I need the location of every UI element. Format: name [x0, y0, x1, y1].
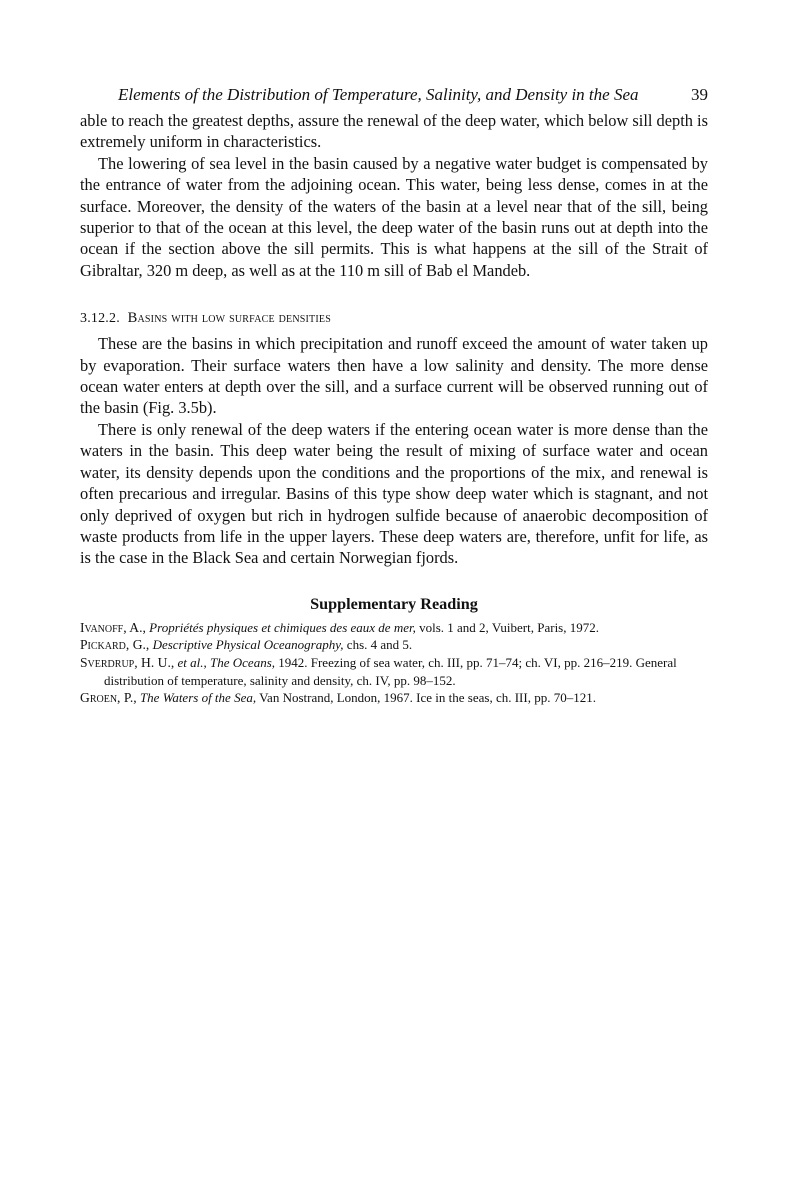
page-number: 39 — [691, 85, 708, 104]
supplementary-reading-title: Supplementary Reading — [310, 594, 478, 613]
running-head-title: Elements of the Distribution of Temperature, Salinity, and Density in the Sea — [118, 85, 639, 104]
paragraph-basins-definition: These are the basins in which precipitation and runoff exceed the amount of water taken up by evaporation. Their surface waters then have a low salinity and density. The more dense ocean water enters at depth over the sill, and a surface current will be observed running out of the basin (Fig. 3.5b). — [80, 334, 708, 418]
reference-list — [80, 619, 708, 707]
paragraph-renewal: There is only renewal of the deep waters if the entering ocean water is more dense than the waters in the basin. This deep water being the result of mixing of surface water and ocean water, its density depends upon the conditions and the proportions of the mix, and renewal is often precarious and irregular. Basins of this type show deep water which is stagnant, and not only deprived of oxygen but rich in hydrogen sulfide because of anaerobic decomposition of waste products from life in the upper layers. These deep waters are, therefore, unfit for life, as is the case in the Black Sea and certain Norwegian fjords. — [80, 419, 708, 568]
reference-details: vols. 1 and 2, Vuibert, Paris, 1972. — [419, 619, 599, 635]
reference-author: Groen, P., — [80, 690, 137, 706]
reference-work: The Waters of the Sea, — [139, 690, 257, 706]
reference-item — [80, 636, 708, 654]
paragraph-sea-level: The lowering of sea level in the basin caused by a negative water budget is compensated by the entrance of water from the adjoining ocean. This water, being less dense, comes in at the surface. Moreover, the density of the waters of the basin at a level near that of the sill, being superior to that of the ocean at this level, the deep water of the basin runs out at depth into the ocean if the section above the sill permits. This is what happens at the sill of the Strait of Gibraltar, 320 m deep, as well as at the 110 m sill of Bab el Mandeb. — [80, 153, 708, 280]
page — [80, 84, 708, 707]
section-title: Basins with low surface densities — [127, 310, 331, 327]
reference-details: 1942. Freezing of sea water, ch. III, pp. 71–74; ch. VI, pp. 216–219. General distribution of temperature, salinity and density, ch. IV, pp. 98–152. — [104, 654, 677, 688]
section-number: 3.12.2. — [80, 311, 120, 327]
reference-author: Ivanoff, A., — [80, 619, 146, 635]
section-heading — [80, 308, 708, 329]
reference-author: Sverdrup, H. U., — [80, 654, 175, 670]
reference-work: et al., The Oceans, — [177, 654, 275, 670]
reference-work: Descriptive Physical Oceanography, — [152, 637, 344, 653]
reference-details: chs. 4 and 5. — [346, 637, 413, 653]
reference-details: Van Nostrand, London, 1967. Ice in the seas, ch. III, pp. 70–121. — [259, 690, 596, 706]
reference-item — [80, 689, 708, 707]
paragraph-continued: able to reach the greatest depths, assure the renewal of the deep water, which below sill depth is extremely uniform in characteristics. — [80, 111, 708, 152]
reference-item — [80, 654, 708, 689]
reference-item — [80, 619, 708, 637]
running-head — [80, 84, 708, 106]
reference-author: Pickard, G., — [80, 637, 150, 653]
reference-work: Propriétés physiques et chimiques des eaux de mer, — [149, 619, 416, 635]
